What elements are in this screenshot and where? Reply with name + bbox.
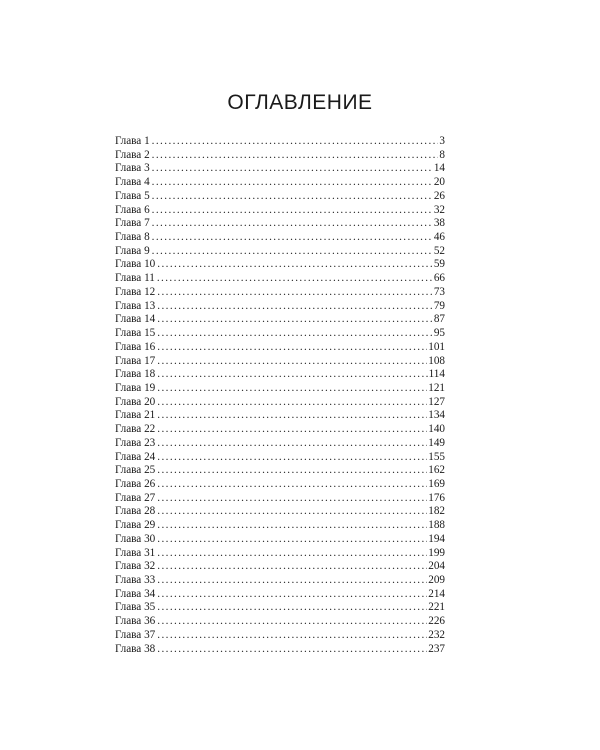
- toc-entry-page-number: 3: [439, 135, 445, 147]
- toc-entry-page-number: 140: [428, 423, 445, 436]
- toc-entry-page-number: 20: [433, 176, 445, 189]
- toc-entry-label: Глава 5: [115, 189, 150, 202]
- toc-dot-leader: [157, 368, 427, 382]
- toc-dot-leader: [157, 478, 427, 492]
- toc-dot-leader: [152, 162, 433, 176]
- toc-entry-label: Глава 19: [115, 381, 156, 394]
- toc-entry-page-number: 52: [433, 244, 445, 257]
- toc-entry-label: Глава 3: [115, 162, 150, 175]
- toc-dot-leader: [157, 451, 427, 465]
- toc-entry[interactable]: [115, 519, 445, 533]
- toc-dot-leader: [157, 519, 427, 533]
- toc-entry-label: Глава 38: [115, 642, 156, 655]
- toc-dot-leader: [157, 409, 427, 423]
- table-of-contents: [115, 135, 445, 656]
- toc-dot-leader: [157, 601, 427, 615]
- toc-entry[interactable]: [115, 149, 445, 163]
- toc-entry-label: Глава 14: [115, 313, 156, 326]
- toc-entry[interactable]: [115, 601, 445, 615]
- toc-entry[interactable]: [115, 505, 445, 519]
- toc-entry-page-number: 87: [433, 313, 445, 326]
- toc-entry[interactable]: [115, 135, 445, 149]
- toc-entry-page-number: 194: [428, 532, 445, 545]
- toc-entry-label: Глава 8: [115, 231, 150, 244]
- toc-entry[interactable]: [115, 272, 445, 286]
- toc-dot-leader: [157, 396, 427, 410]
- toc-entry-label: Глава 7: [115, 217, 150, 230]
- toc-entry-page-number: 26: [433, 189, 445, 202]
- toc-entry-label: Глава 20: [115, 395, 156, 408]
- toc-dot-leader: [157, 258, 433, 272]
- toc-entry[interactable]: [115, 409, 445, 423]
- toc-entry-page-number: 114: [428, 368, 445, 381]
- toc-dot-leader: [157, 629, 427, 643]
- toc-dot-leader: [157, 547, 427, 561]
- toc-entry[interactable]: [115, 533, 445, 547]
- toc-dot-leader: [157, 313, 433, 327]
- toc-dot-leader: [157, 615, 427, 629]
- toc-entry-page-number: 14: [433, 162, 445, 175]
- toc-entry-label: Глава 22: [115, 423, 156, 436]
- toc-dot-leader: [157, 560, 427, 574]
- toc-entry[interactable]: [115, 341, 445, 355]
- toc-dot-leader: [157, 327, 433, 341]
- toc-entry-label: Глава 34: [115, 587, 156, 600]
- toc-entry[interactable]: [115, 382, 445, 396]
- toc-entry[interactable]: [115, 396, 445, 410]
- toc-entry[interactable]: [115, 217, 445, 231]
- toc-dot-leader: [157, 382, 427, 396]
- toc-dot-leader: [152, 149, 439, 163]
- toc-entry-label: Глава 15: [115, 327, 156, 340]
- toc-entry[interactable]: [115, 355, 445, 369]
- toc-entry-page-number: 8: [439, 148, 445, 161]
- toc-dot-leader: [157, 272, 433, 286]
- toc-entry-label: Глава 37: [115, 628, 156, 641]
- toc-entry-page-number: 221: [428, 601, 445, 614]
- toc-entry-label: Глава 2: [115, 148, 150, 161]
- toc-entry[interactable]: [115, 492, 445, 506]
- toc-entry-label: Глава 28: [115, 505, 156, 518]
- toc-entry-page-number: 204: [428, 560, 445, 573]
- toc-entry[interactable]: [115, 258, 445, 272]
- toc-entry-page-number: 108: [428, 354, 445, 367]
- toc-entry[interactable]: [115, 560, 445, 574]
- toc-entry-page-number: 46: [433, 231, 445, 244]
- toc-entry-page-number: 38: [433, 217, 445, 230]
- toc-entry-label: Глава 1: [115, 135, 150, 147]
- toc-dot-leader: [152, 204, 433, 218]
- toc-entry-label: Глава 26: [115, 477, 156, 490]
- toc-entry-label: Глава 18: [115, 368, 156, 381]
- toc-entry-page-number: 237: [428, 642, 445, 655]
- toc-entry-label: Глава 29: [115, 519, 156, 532]
- toc-dot-leader: [157, 286, 433, 300]
- toc-entry[interactable]: [115, 643, 445, 657]
- toc-entry[interactable]: [115, 204, 445, 218]
- page-title: ОГЛАВЛЕНИЕ: [227, 91, 373, 115]
- toc-entry[interactable]: [115, 547, 445, 561]
- toc-dot-leader: [157, 355, 427, 369]
- toc-dot-leader: [152, 217, 433, 231]
- toc-dot-leader: [152, 190, 433, 204]
- toc-entry-label: Глава 10: [115, 258, 156, 271]
- toc-entry-label: Глава 21: [115, 409, 156, 422]
- toc-entry[interactable]: [115, 286, 445, 300]
- toc-entry-label: Глава 12: [115, 285, 156, 298]
- toc-entry[interactable]: [115, 451, 445, 465]
- toc-entry-page-number: 209: [428, 574, 445, 586]
- toc-entry-label: Глава 13: [115, 299, 156, 312]
- toc-entry-label: Глава 30: [115, 532, 156, 545]
- toc-entry-page-number: 95: [433, 327, 445, 340]
- toc-dot-leader: [157, 574, 427, 588]
- toc-entry-page-number: 162: [428, 464, 445, 477]
- toc-entry-page-number: 79: [433, 299, 445, 312]
- toc-dot-leader: [157, 643, 427, 657]
- toc-entry-label: Глава 24: [115, 450, 156, 463]
- toc-entry[interactable]: [115, 615, 445, 629]
- toc-dot-leader: [157, 533, 427, 547]
- toc-entry-page-number: 226: [428, 615, 445, 628]
- toc-entry[interactable]: [115, 313, 445, 327]
- toc-entry-label: Глава 23: [115, 436, 156, 449]
- toc-entry-page-number: 59: [433, 258, 445, 271]
- toc-entry-label: Глава 25: [115, 464, 156, 477]
- toc-dot-leader: [152, 245, 433, 259]
- toc-entry-page-number: 134: [428, 409, 445, 422]
- toc-dot-leader: [157, 588, 427, 602]
- toc-dot-leader: [157, 492, 427, 506]
- toc-entry-page-number: 214: [428, 587, 445, 600]
- toc-dot-leader: [157, 464, 427, 478]
- toc-entry-page-number: 188: [428, 519, 445, 532]
- toc-entry[interactable]: [115, 231, 445, 245]
- toc-entry-label: Глава 35: [115, 601, 156, 614]
- toc-entry-page-number: 127: [428, 395, 445, 408]
- toc-entry-label: Глава 36: [115, 615, 156, 628]
- toc-entry-label: Глава 11: [115, 272, 155, 285]
- toc-entry[interactable]: [115, 437, 445, 451]
- toc-dot-leader: [157, 300, 433, 314]
- toc-entry[interactable]: [115, 423, 445, 437]
- toc-entry-page-number: 182: [428, 505, 445, 518]
- toc-entry[interactable]: [115, 629, 445, 643]
- toc-entry[interactable]: [115, 300, 445, 314]
- toc-entry[interactable]: [115, 574, 445, 588]
- toc-entry-label: Глава 27: [115, 491, 156, 504]
- toc-entry[interactable]: [115, 588, 445, 602]
- toc-entry-page-number: 101: [428, 340, 445, 353]
- toc-entry-label: Глава 17: [115, 354, 156, 367]
- toc-dot-leader: [157, 341, 427, 355]
- toc-entry-page-number: 32: [433, 203, 445, 216]
- toc-entry-page-number: 232: [428, 628, 445, 641]
- toc-entry-page-number: 73: [433, 285, 445, 298]
- toc-dot-leader: [157, 437, 427, 451]
- toc-entry-page-number: 199: [428, 546, 445, 559]
- toc-entry-label: Глава 31: [115, 546, 156, 559]
- toc-dot-leader: [152, 176, 433, 190]
- toc-entry[interactable]: [115, 464, 445, 478]
- toc-dot-leader: [157, 423, 427, 437]
- toc-entry[interactable]: [115, 245, 445, 259]
- toc-dot-leader: [152, 135, 439, 149]
- toc-entry-label: Глава 4: [115, 176, 150, 189]
- toc-entry[interactable]: [115, 368, 445, 382]
- toc-entry[interactable]: [115, 478, 445, 492]
- toc-entry-label: Глава 32: [115, 560, 156, 573]
- toc-dot-leader: [152, 231, 433, 245]
- toc-entry[interactable]: [115, 327, 445, 341]
- toc-dot-leader: [157, 505, 427, 519]
- toc-entry-label: Глава 33: [115, 574, 156, 586]
- toc-entry-label: Глава 16: [115, 340, 156, 353]
- toc-entry-label: Глава 6: [115, 203, 150, 216]
- toc-entry-page-number: 149: [428, 436, 445, 449]
- toc-entry[interactable]: [115, 162, 445, 176]
- toc-entry[interactable]: [115, 176, 445, 190]
- toc-entry-label: Глава 9: [115, 244, 150, 257]
- toc-entry-page-number: 176: [428, 491, 445, 504]
- toc-entry-page-number: 66: [433, 272, 445, 285]
- toc-entry[interactable]: [115, 190, 445, 204]
- toc-entry-page-number: 121: [428, 381, 445, 394]
- toc-entry-page-number: 155: [428, 450, 445, 463]
- toc-entry-page-number: 169: [428, 477, 445, 490]
